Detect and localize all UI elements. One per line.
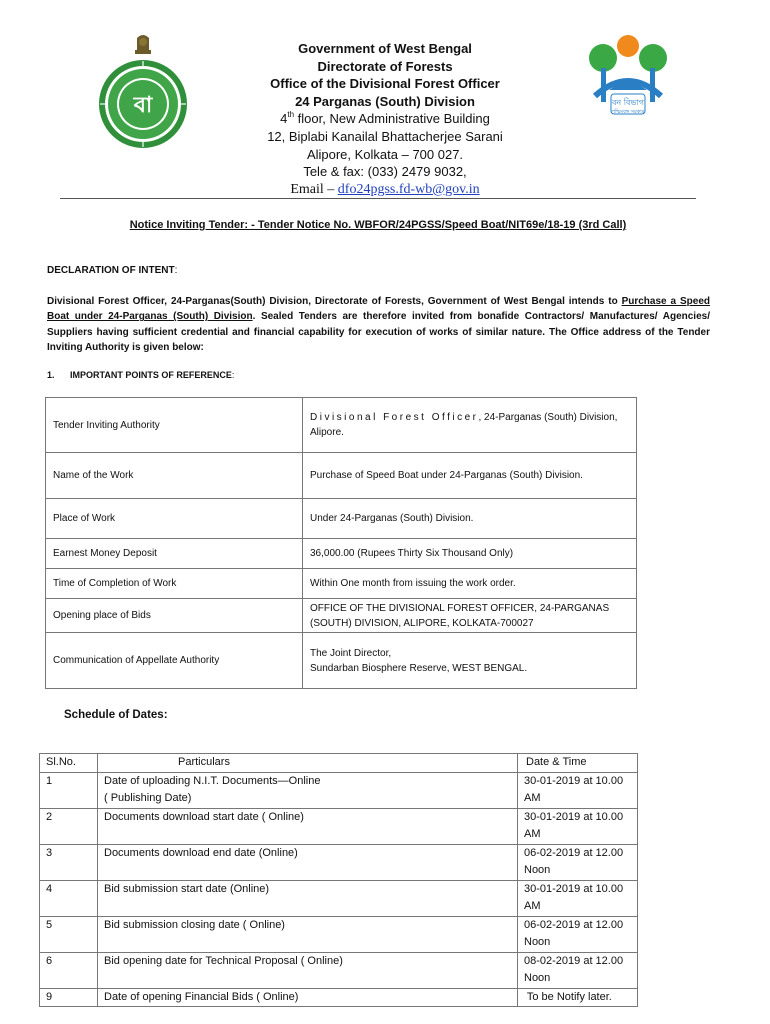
cell-date: 30-01-2019 at 10.00 AM <box>518 808 638 844</box>
points-heading-label: IMPORTANT POINTS OF REFERENCE <box>70 370 232 380</box>
table-row <box>40 808 638 844</box>
table-row <box>40 916 638 952</box>
cell-particular: Bid submission closing date ( Online) <box>98 916 518 952</box>
table-row <box>46 599 637 633</box>
logo-bn-text: বন বিভাগ <box>611 98 645 107</box>
cell-particular <box>98 772 518 808</box>
cell-particular: Documents download start date ( Online) <box>98 808 518 844</box>
header-line-office: Office of the Divisional Forest Officer <box>270 76 500 92</box>
reference-value-rest: , 24-Parganas (South) Division, Alipore. <box>310 412 618 438</box>
email-label: Email – <box>290 181 338 197</box>
declaration-text-after: . Sealed Tenders are therefore invited from bonafide Contractors/ Manufactures/ Agencies/ Suppliers having sufficient credential and financial capability for execution of works of similar nature. The Office address of the Tender Inviting Authority is given below: <box>47 311 710 353</box>
office-header <box>200 40 570 198</box>
cell-particular: Documents download end date (Online) <box>98 844 518 880</box>
cell-particular-line1: Date of uploading N.I.T. Documents—Online <box>104 774 321 787</box>
table-row <box>40 880 638 916</box>
cell-date: 06-02-2019 at 12.00 Noon <box>518 844 638 880</box>
declaration-colon: : <box>174 265 178 276</box>
reference-value-line1: The Joint Director, <box>310 647 392 659</box>
declaration-title <box>47 265 177 276</box>
reference-table <box>45 397 637 689</box>
header-line-email <box>200 181 570 199</box>
reference-value-spaced: Divisional Forest Officer <box>310 412 479 423</box>
points-heading-number: 1. <box>47 370 55 380</box>
floor-number: 4 <box>280 111 288 127</box>
header-line-city: Alipore, Kolkata – 700 027. <box>306 146 464 162</box>
reference-label: Communication of Appellate Authority <box>46 633 303 689</box>
points-heading-colon: : <box>231 370 235 380</box>
reference-label: Earnest Money Deposit <box>46 539 303 569</box>
table-row <box>40 952 638 988</box>
declaration-text-before: Divisional Forest Officer, 24-Parganas(South) Division, Directorate of Forests, Government of West Bengal intends to <box>47 296 622 307</box>
header-line-government: Government of West Bengal <box>298 41 472 56</box>
forest-directorate-logo-icon <box>581 30 675 122</box>
header-date: Date & Time <box>518 754 638 773</box>
reference-label: Opening place of Bids <box>46 599 303 633</box>
cell-particular-line2: ( Publishing Date) <box>104 792 192 804</box>
reference-value-line2: Sundarban Biosphere Reserve, WEST BENGAL. <box>310 662 528 674</box>
table-row <box>46 453 637 499</box>
reference-value: Within One month from issuing the work order. <box>303 569 637 599</box>
header-sl: Sl.No. <box>40 754 98 773</box>
reference-label: Place of Work <box>46 499 303 539</box>
reference-value: OFFICE OF THE DIVISIONAL FOREST OFFICER, 24-PARGANAS (SOUTH) DIVISION, ALIPORE, KOLKATA-700027 <box>303 599 637 633</box>
reference-label: Name of the Work <box>46 453 303 499</box>
table-row <box>46 569 637 599</box>
table-row <box>40 988 638 1007</box>
declaration-text-underlined: Purchase a Speed Boat under 24-Parganas (South) Division <box>47 296 710 323</box>
cell-date: 30-01-2019 at 10.00 AM <box>518 880 638 916</box>
reference-label: Time of Completion of Work <box>46 569 303 599</box>
header-line-directorate: Directorate of Forests <box>317 58 453 74</box>
table-row <box>46 499 637 539</box>
reference-value: Purchase of Speed Boat under 24-Parganas (South) Division. <box>303 453 637 499</box>
email-link[interactable]: dfo24pgss.fd-wb@gov.in <box>337 181 480 197</box>
schedule-header-row <box>40 754 638 773</box>
reference-value <box>303 633 637 689</box>
reference-value: Under 24-Parganas (South) Division. <box>303 499 637 539</box>
cell-sl: 4 <box>40 880 98 916</box>
header-divider <box>60 198 696 199</box>
emblem-center-glyph: বা <box>133 93 153 118</box>
table-row <box>40 772 638 808</box>
cell-particular: Bid opening date for Technical Proposal ( Online) <box>98 952 518 988</box>
cell-sl: 5 <box>40 916 98 952</box>
header-line-street: 12, Biplabi Kanailal Bhattacherjee Sarani <box>267 128 503 144</box>
table-row <box>46 398 637 453</box>
table-row <box>46 633 637 689</box>
cell-particular: Bid submission start date (Online) <box>98 880 518 916</box>
logo-bn-subtext: পশ্চিমবঙ্গ সরকার <box>611 109 645 115</box>
header-particulars: Particulars <box>98 754 518 773</box>
cell-sl: 3 <box>40 844 98 880</box>
notice-title: Notice Inviting Tender: - Tender Notice No. WBFOR/24PGSS/Speed Boat/NIT69e/18-19 (3rd Call) <box>129 219 627 231</box>
cell-sl: 2 <box>40 808 98 844</box>
cell-sl: 6 <box>40 952 98 988</box>
reference-value: 36,000.00 (Rupees Thirty Six Thousand Only) <box>303 539 637 569</box>
points-heading <box>47 370 234 380</box>
reference-label: Tender Inviting Authority <box>46 398 303 453</box>
declaration-title-text: DECLARATION OF INTENT <box>47 265 175 276</box>
cell-sl: 1 <box>40 772 98 808</box>
header-line-floor <box>200 110 570 128</box>
cell-particular: Date of opening Financial Bids ( Online) <box>98 988 518 1007</box>
cell-date: 08-02-2019 at 12.00 Noon <box>518 952 638 988</box>
west-bengal-emblem-icon <box>97 34 189 150</box>
floor-text: floor, New Administrative Building <box>294 111 490 127</box>
cell-date: 06-02-2019 at 12.00 Noon <box>518 916 638 952</box>
schedule-table <box>39 753 638 1007</box>
cell-date: To be Notify later. <box>518 988 638 1007</box>
cell-date: 30-01-2019 at 10.00 AM <box>518 772 638 808</box>
header-line-phone: Tele & fax: (033) 2479 9032, <box>303 164 467 180</box>
cell-sl: 9 <box>40 988 98 1007</box>
floor-superscript: th <box>287 110 295 120</box>
table-row <box>40 844 638 880</box>
header-line-division: 24 Parganas (South) Division <box>295 93 475 109</box>
table-row <box>46 539 637 569</box>
schedule-title: Schedule of Dates: <box>64 709 168 721</box>
declaration-paragraph <box>47 294 710 355</box>
reference-value <box>303 398 637 453</box>
